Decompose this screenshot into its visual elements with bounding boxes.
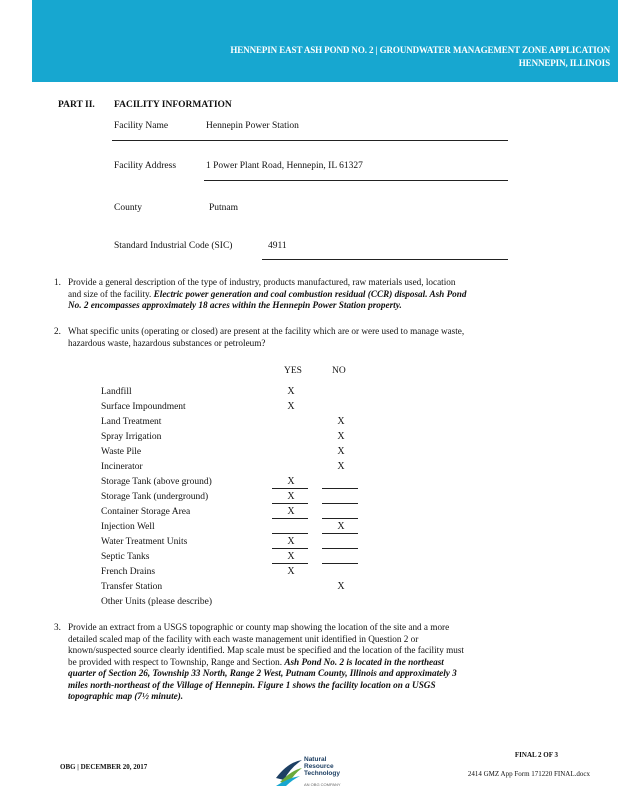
unit-label: Waste Pile [101, 447, 142, 457]
header-title: HENNEPIN EAST ASH POND NO. 2 | GROUNDWATER MANAGEMENT ZONE APPLICATION [230, 45, 610, 55]
unit-no-mark: X [337, 461, 345, 472]
unit-label: Landfill [101, 387, 132, 397]
footer-page: FINAL 2 OF 3 [514, 751, 558, 759]
unit-no-mark: X [337, 431, 345, 442]
unit-label: Spray Irrigation [101, 432, 162, 442]
facility-address-rule [204, 180, 508, 181]
unit-yes-mark: X [287, 506, 295, 517]
unit-cell-rule [272, 488, 308, 489]
facility-address-value: 1 Power Plant Road, Hennepin, IL 61327 [206, 161, 363, 171]
unit-cell-rule [272, 518, 308, 519]
facility-address-label: Facility Address [114, 161, 177, 171]
unit-label: Water Treatment Units [101, 537, 188, 547]
county-label: County [114, 203, 142, 213]
footer-filename: 2414 GMZ App Form 171220 FINAL.docx [467, 770, 590, 778]
unit-cell-rule [322, 548, 358, 549]
part-title: FACILITY INFORMATION [114, 100, 232, 110]
unit-cell-rule [272, 503, 308, 504]
facility-name-label: Facility Name [114, 121, 169, 131]
unit-no-mark: X [337, 446, 345, 457]
col-no-header: NO [332, 366, 346, 376]
logo-line-2: Resource [304, 763, 334, 770]
unit-cell-rule [322, 488, 358, 489]
col-yes-header: YES [284, 366, 302, 376]
footer-left: OBG | DECEMBER 20, 2017 [60, 763, 148, 771]
unit-cell-rule [322, 518, 358, 519]
unit-cell-rule [322, 503, 358, 504]
unit-label: Surface Impoundment [101, 402, 186, 412]
sic-label: Standard Industrial Code (SIC) [114, 241, 233, 251]
logo-subtitle: AN OBG COMPANY [304, 782, 341, 787]
q2-number: 2. [54, 326, 61, 336]
county-value: Putnam [209, 203, 239, 213]
header-location: HENNEPIN, ILLINOIS [518, 58, 610, 68]
q1-text: Provide a general description of the type of industry, products manufactured, raw materials used, location and size of the facility. Electric power generation and coal combustion residual (CCR) disposal. Ash Pond No. 2 encompasses approximately 18 acres within the Hennepin Power Station property. [68, 277, 467, 310]
unit-cell-rule [272, 548, 308, 549]
unit-yes-mark: X [287, 401, 295, 412]
unit-label: Storage Tank (underground) [101, 492, 209, 502]
unit-label: Storage Tank (above ground) [101, 477, 212, 487]
unit-yes-mark: X [287, 491, 295, 502]
unit-label: Container Storage Area [101, 507, 191, 517]
unit-cell-rule [322, 563, 358, 564]
unit-yes-mark: X [287, 386, 295, 397]
unit-label: Injection Well [101, 522, 155, 532]
unit-label: Septic Tanks [101, 552, 150, 562]
sic-value: 4911 [268, 241, 287, 251]
q2-text: What specific units (operating or closed) are present at the facility which are or were used to manage waste, hazardous waste, hazardous substances or petroleum? [68, 326, 465, 348]
unit-yes-mark: X [287, 536, 295, 547]
unit-yes-mark: X [287, 566, 295, 577]
unit-no-mark: X [337, 521, 345, 532]
document-header [32, 0, 618, 82]
logo-line-1: Natural [304, 756, 327, 763]
facility-name-value: Hennepin Power Station [206, 121, 299, 131]
q3-number: 3. [54, 622, 61, 632]
unit-no-mark: X [337, 416, 345, 427]
unit-label: Land Treatment [101, 417, 162, 427]
unit-label: Transfer Station [101, 582, 163, 592]
unit-label: Incinerator [101, 462, 143, 472]
unit-label: French Drains [101, 567, 156, 577]
unit-cell-rule [272, 533, 308, 534]
sic-rule [262, 259, 508, 260]
unit-cell-rule [272, 563, 308, 564]
unit-label: Other Units (please describe) [101, 597, 213, 607]
unit-cell-rule [322, 533, 358, 534]
unit-yes-mark: X [287, 551, 295, 562]
unit-no-mark: X [337, 581, 345, 592]
q1-number: 1. [54, 277, 61, 287]
logo-line-3: Technology [304, 770, 340, 777]
part-label: PART II. [58, 100, 95, 110]
unit-yes-mark: X [287, 476, 295, 487]
facility-name-rule [112, 140, 508, 141]
q3-text: Provide an extract from a USGS topographic or county map showing the location of the site and a more detailed scaled map of the facility with each waste management unit identified in Question 2 or known/suspected source clearly identified. Map scale must be specified and the location of the facility must be provided with respect to Township, Range and Section. Ash Pond No. 2 is located in the northeast quarter of Section 26, Township 33 North, Range 2 West, Putnam County, Illinois and approximately 3 miles north-northeast of the Village of Hennepin. Figure 1 shows the facility location on a USGS topographic map (7½ minute). [68, 622, 464, 701]
